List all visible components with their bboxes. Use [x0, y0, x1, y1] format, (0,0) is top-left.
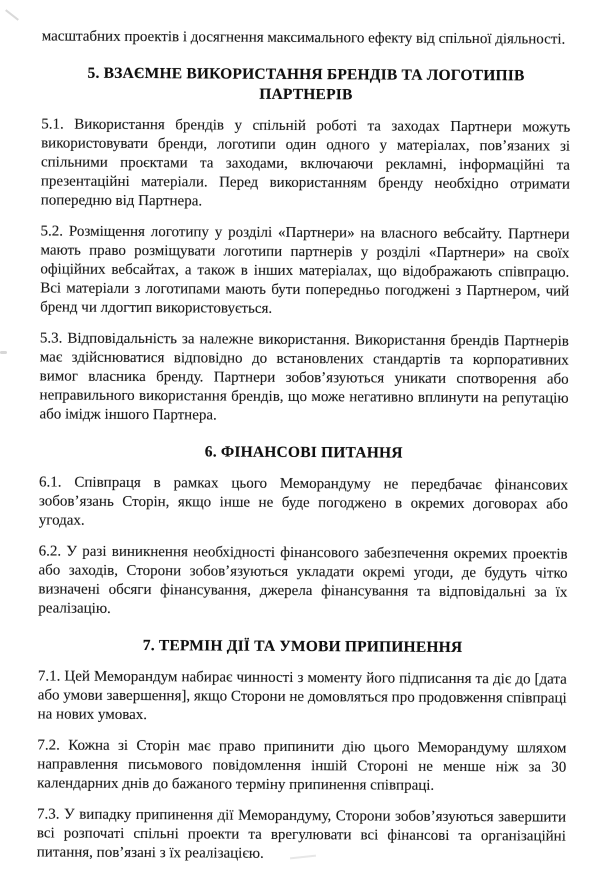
section-6-heading: 6. ФІНАНСОВІ ПИТАННЯ	[204, 443, 403, 462]
clause-5-1: 5.1. Використання брендів у спільній роботі та заходах Партнери можуть використовувати бренди, логотипи один одного у матеріалах, пов’язаних зі спільними проєктами та заходами, включаючи рекламні, інформаційні та презентаційні матеріали. Перед використанням бренду необхідно отримати попередню від Партнера.	[40, 116, 571, 210]
clause-6-1: 6.1. Співпраця в рамках цього Меморандуму не передбачає фінансових зобов’язань Сторін, якщо інше не буде погоджено в окремих договорах або угодах.	[38, 474, 569, 529]
clause-7-1: 7.1. Цей Меморандум набирає чинності з моменту його підписання та діє до [дата або умови завершення], якщо Сторони не домовляться про продовження співпраці на нових умовах.	[37, 668, 567, 724]
section-7-heading: 7. ТЕРМІН ДІЇ ТА УМОВИ ПРИПИНЕННЯ	[142, 637, 463, 656]
clause-7-2: 7.2. Кожна зі Сторін має право припинити дію цього Меморандуму шляхом направлення письмового повідомлення іншій Стороні не менше ніж за 30 календарних днів до бажаного терміну припинення співпраці.	[37, 737, 567, 794]
continuation-paragraph: масштабних проектів і досягнення максимального ефекту від спільної діяльності.	[41, 28, 566, 48]
clause-5-3: 5.3. Відповідальність за належне використання. Використання брендів Партнерів має здійснюватися відповідно до встановлених стандартів та корпоративних вимог власника бренду. Партнери зобов’язуються уникати спотворення або неправильного використання брендів, що може негативно вплинути на репутацію або імідж іншого Партнера.	[39, 330, 569, 424]
clause-7-3: 7.3. У випадку припинення дії Меморандуму, Сторони зобов’язуються завершити всі розпочаті спільні проекти та врегулювати всі фінансові та організаційні питання, пов’язані з їх реалізацією.	[36, 806, 567, 862]
clause-5-2: 5.2. Розміщення логотипу у розділі «Партнери» на власного вебсайту. Партнери мають право розміщувати логотипи партнерів у розділі «Партнери» на своїх офіційних вебсайтах, а також в інших матеріалах, що відображають співпрацю. Всі матеріали з логотипами мають бути попередньо погоджені з Партнером, чий бренд чи лдогтип використовується.	[40, 223, 570, 317]
section-5-heading: 5. ВЗАЄМНЕ ВИКОРИСТАННЯ БРЕНДІВ ТА ЛОГОТИПІВ ПАРТНЕРІВ	[87, 64, 525, 104]
clause-6-2: 6.2. У разі виникнення необхідності фінансового забезпечення окремих проектів або заходів, Сторони зобов’язуються укладати окремі угоди, де будуть чітко визначені обсяги фінансування, джерела фінансування та відповідальні за їх реалізацію.	[38, 543, 568, 617]
